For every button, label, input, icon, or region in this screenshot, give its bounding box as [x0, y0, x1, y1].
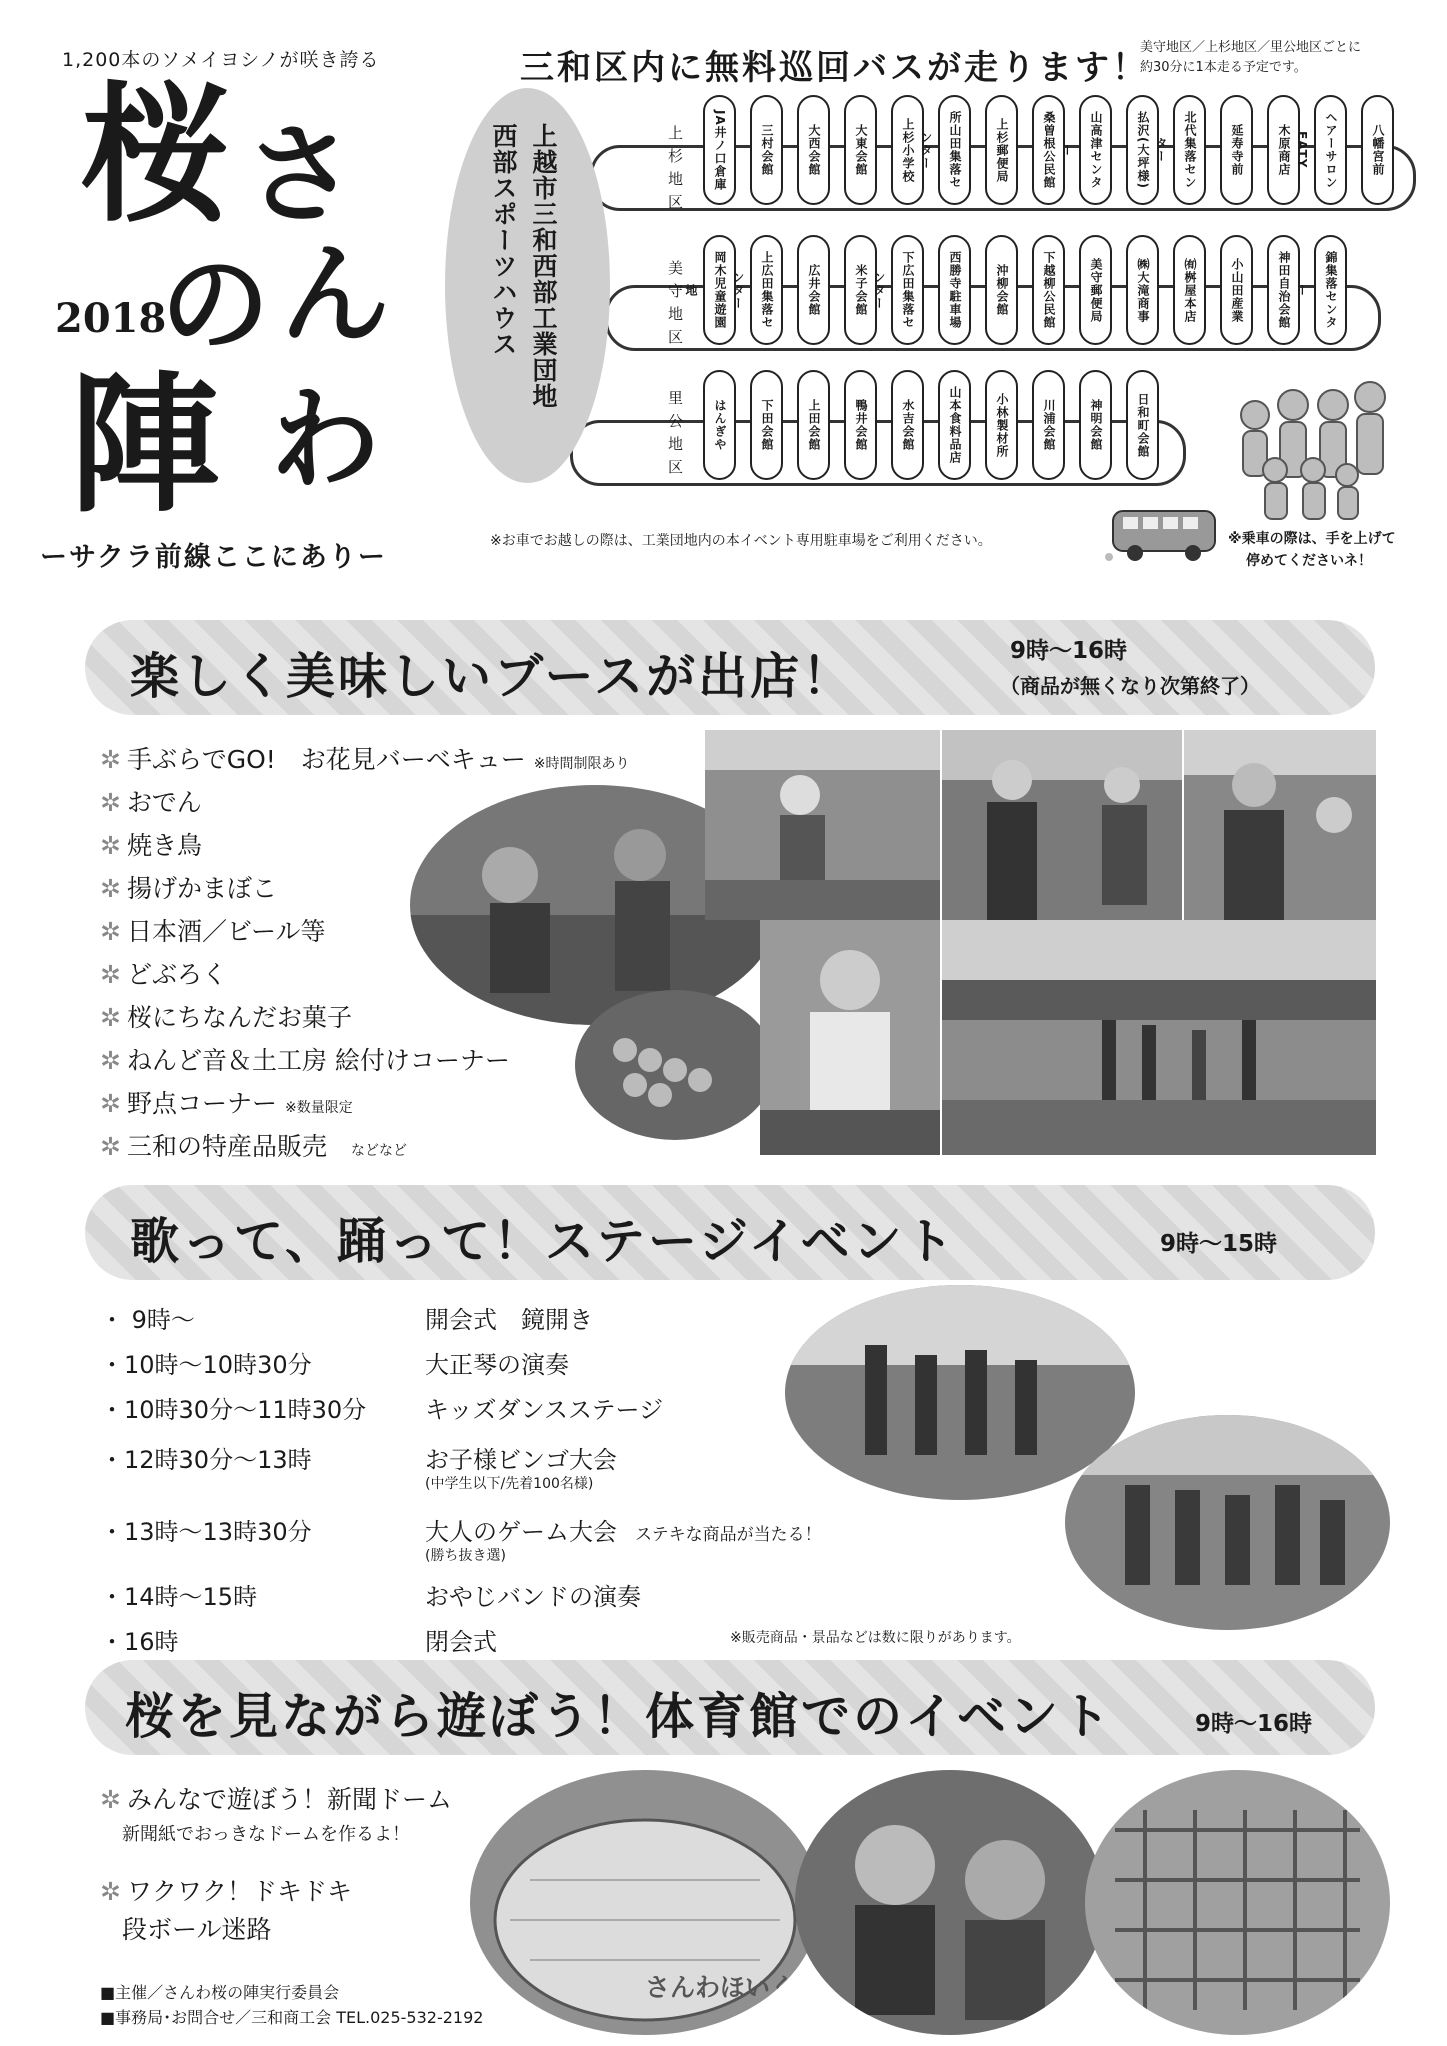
schedule-event: キッズダンスステージ	[425, 1396, 664, 1424]
terminal-name: 上越市三和西部工業団地	[529, 123, 558, 409]
bus-note-line: 美守地区／上杉地区／里公地区ごとに	[1140, 40, 1362, 55]
bus-frequency-note	[1140, 38, 1361, 78]
booth-time-note: （商品が無くなり次第終了）	[1000, 674, 1260, 698]
booth-item-label: どぶろく	[126, 960, 227, 989]
booth-item-label: 三和の特産品販売	[126, 1132, 327, 1161]
bus-stop: 沖柳会館	[985, 235, 1018, 345]
booth-title: 楽しく美味しいブースが出店！	[130, 648, 855, 705]
stage-banner	[85, 1185, 1375, 1280]
booth-item-label: 手ぶらでGO! お花見バーベキュー	[126, 745, 526, 774]
tagline: 1,200本のソメイヨシノが咲き誇る	[62, 49, 380, 71]
bus-stop: JA井ノ口倉庫	[703, 95, 736, 205]
bus-stop: 下田会館	[750, 370, 783, 480]
contact-info: ■事務局･お問合せ／三和商工会 TEL.025-532-2192	[100, 2008, 484, 2027]
photo-booth-customer	[1184, 730, 1376, 920]
gym-item-label: みんなで遊ぼう！新聞ドーム	[126, 1785, 452, 1814]
parking-note: ※お車でお越しの際は、工業団地内の本イベント専用駐車場をご利用ください。	[490, 533, 992, 549]
photo-cardboard-maze	[1085, 1770, 1390, 2035]
bus-stop: 上田会館	[797, 370, 830, 480]
booth-banner	[85, 620, 1375, 715]
bus-stop: 小山田産業	[1220, 235, 1253, 345]
gym-item-sub: 新聞紙でおっきなドームを作るよ！	[122, 1824, 410, 1845]
bus-stop: 払沢(大坪様)	[1126, 95, 1159, 205]
dome-text: さんわほいく	[645, 1973, 796, 2002]
boarding-note	[1228, 528, 1396, 572]
sakura-star-icon: ✲	[100, 1046, 121, 1075]
sakura-star-icon: ✲	[100, 1132, 121, 1161]
booth-item-note: などなど	[350, 1143, 407, 1159]
booth-item	[100, 826, 202, 862]
gym-time: 9時～16時	[1195, 1711, 1313, 1737]
bus-stop: 上杉小学校	[891, 95, 924, 205]
schedule-time: ・10時～10時30分	[100, 1351, 312, 1379]
schedule-event: おやじバンドの演奏	[425, 1583, 641, 1611]
schedule-event: 閉会式	[425, 1628, 497, 1656]
booth-item	[100, 1127, 407, 1163]
booth-item-label: 揚げかまぼこ	[126, 874, 277, 903]
booth-item	[100, 955, 227, 991]
bus-stop: 山本食料品店	[938, 370, 971, 480]
title-char-jin: 陣	[70, 357, 221, 533]
gym-item-line2: 段ボール迷路	[122, 1915, 272, 1944]
photo-cooking	[760, 920, 940, 1155]
bus-stop: 小林製材所	[985, 370, 1018, 480]
booth-item-label: 桜にちなんだお菓子	[126, 1003, 352, 1032]
boarding-note-line: ※乗車の際は、手を上げて	[1228, 531, 1396, 547]
booth-item	[100, 998, 352, 1034]
title-char-sa: さ	[245, 110, 355, 239]
bus-stop: 北代集落センター	[1173, 95, 1206, 205]
photo-kids-crafting	[795, 1770, 1105, 2035]
bus-stop: 八幡宮前	[1361, 95, 1394, 205]
schedule-event: 開会式 鏡開き	[425, 1306, 593, 1334]
people-icon	[1225, 375, 1395, 525]
boarding-note-line: 停めてくださいネ！	[1246, 553, 1372, 569]
title-char-no: の	[160, 240, 270, 369]
sakura-star-icon: ✲	[100, 831, 121, 860]
bus-stop: 大東会館	[844, 95, 877, 205]
sakura-star-icon: ✲	[100, 960, 121, 989]
schedule-event	[425, 1512, 822, 1547]
schedule-sub: (中学生以下/先着100名様)	[425, 1476, 594, 1492]
schedule-time: ・ 9時～	[100, 1306, 195, 1334]
bus-stop: 木原商店	[1267, 95, 1300, 205]
bus-icon	[1105, 505, 1220, 567]
booth-item	[100, 783, 202, 819]
booth-item	[100, 912, 325, 948]
subtitle: ーサクラ前線ここにありー	[40, 542, 387, 573]
gym-title: 桜を見ながら遊ぼう！体育館でのイベント	[125, 1688, 1114, 1745]
sakura-star-icon: ✲	[100, 874, 121, 903]
stage-title: 歌って、踊って！ステージイベント	[130, 1213, 957, 1270]
bus-stop: 延寿寺前	[1220, 95, 1253, 205]
bus-stop: はんぎや	[703, 370, 736, 480]
bus-stop: ㈱大滝商事	[1126, 235, 1159, 345]
schedule-time: ・12時30分～13時	[100, 1446, 312, 1474]
bus-stop: 上杉郵便局	[985, 95, 1018, 205]
booth-item	[100, 869, 277, 905]
booth-item-note: ※時間制限あり	[533, 756, 630, 772]
bus-stop: 広井会館	[797, 235, 830, 345]
bus-stop: 下越柳公民館	[1032, 235, 1065, 345]
bus-stop: 西勝寺駐車場	[938, 235, 971, 345]
gym-item	[100, 1872, 352, 1908]
organizer-info: ■主催／さんわ桜の陣実行委員会	[100, 1983, 340, 2002]
bus-stop: 岡木児童遊園地	[703, 235, 736, 345]
bus-stop: 三村会館	[750, 95, 783, 205]
sakura-star-icon: ✲	[100, 1785, 121, 1814]
title-char-sakura: 桜	[80, 67, 231, 243]
bus-terminal	[445, 88, 610, 483]
photo-newspaper-dome	[470, 1770, 820, 2035]
district-label-satoko: 里公地区	[666, 390, 684, 482]
bus-stop: 日和町会館	[1126, 370, 1159, 480]
bus-heading: 三和区内に無料巡回バスが走ります！	[520, 48, 1149, 88]
schedule-time: ・13時～13時30分	[100, 1518, 312, 1546]
bus-stop: 神明会館	[1079, 370, 1112, 480]
sakura-star-icon: ✲	[100, 1877, 121, 1906]
bus-stop: 鴨井会館	[844, 370, 877, 480]
bus-stop: 上広田集落センター	[750, 235, 783, 345]
bus-stop: 山高津センター	[1079, 95, 1112, 205]
schedule-extra: ステキな商品が当たる！	[635, 1525, 822, 1545]
bus-stop: 下広田集落センター	[891, 235, 924, 345]
terminal-subname: 西部スポーツハウス	[489, 123, 518, 357]
schedule-time: ・14時～15時	[100, 1583, 258, 1611]
bus-stop: 川浦会館	[1032, 370, 1065, 480]
schedule-event: 大正琴の演奏	[425, 1351, 569, 1379]
booth-item	[100, 1084, 353, 1120]
bus-stop: 米子会館	[844, 235, 877, 345]
sakura-star-icon: ✲	[100, 1003, 121, 1032]
schedule-time: ・10時30分～11時30分	[100, 1396, 367, 1424]
title-char-wa: わ	[270, 375, 380, 504]
district-label-mimori: 美守地区	[666, 260, 684, 352]
bus-stop: 桑曽根公民館	[1032, 95, 1065, 205]
bus-stop: 神田自治会館	[1267, 235, 1300, 345]
sakura-star-icon: ✲	[100, 917, 121, 946]
bus-stop: 水吉会館	[891, 370, 924, 480]
event-year: 2018	[55, 295, 167, 342]
photo-bingo-kids	[1065, 1415, 1390, 1630]
bus-stop: 錦集落センター	[1314, 235, 1347, 345]
gym-banner	[85, 1660, 1375, 1755]
sakura-star-icon: ✲	[100, 788, 121, 817]
bus-stop: ㈲桝屋本店	[1173, 235, 1206, 345]
limit-note: ※販売商品・景品などは数に限りがあります。	[730, 1630, 1021, 1646]
booth-item-label: おでん	[126, 788, 202, 817]
bus-note-line: 約30分に1本走る予定です。	[1140, 60, 1307, 75]
booth-item-label: 日本酒／ビール等	[126, 917, 326, 946]
schedule-event: お子様ビンゴ大会	[425, 1446, 617, 1474]
gym-item-label: ワクワク！ドキドキ	[126, 1877, 352, 1906]
booth-item-label: 焼き鳥	[126, 831, 202, 860]
photo-booth-stall	[705, 730, 940, 920]
district-label-uesugi: 上杉地区	[666, 125, 684, 217]
bus-stop: ヘアーサロンEATY	[1314, 95, 1347, 205]
booth-item	[100, 740, 630, 776]
schedule-time: ・16時	[100, 1628, 179, 1656]
bus-stop: 美守郵便局	[1079, 235, 1112, 345]
photo-venue-crowd	[942, 920, 1376, 1155]
schedule-sub: (勝ち抜き選)	[425, 1548, 506, 1564]
booth-item-label: 野点コーナー	[126, 1089, 277, 1118]
title-char-n: ん	[280, 230, 390, 359]
booth-item-note: ※数量限定	[284, 1100, 353, 1116]
sakura-star-icon: ✲	[100, 745, 121, 774]
booth-item	[100, 1041, 510, 1077]
bus-stop: 大西会館	[797, 95, 830, 205]
photo-booth-staff	[942, 730, 1182, 920]
gym-item	[100, 1780, 452, 1816]
photo-yakitori	[575, 990, 775, 1140]
stage-time: 9時～15時	[1160, 1231, 1278, 1257]
booth-item-label: ねんど音＆土工房 絵付けコーナー	[126, 1046, 510, 1075]
bus-stop: 所山田集落センター	[938, 95, 971, 205]
schedule-event-label: 大人のゲーム大会	[425, 1518, 617, 1546]
sakura-star-icon: ✲	[100, 1089, 121, 1118]
booth-time: 9時～16時	[1010, 638, 1128, 664]
